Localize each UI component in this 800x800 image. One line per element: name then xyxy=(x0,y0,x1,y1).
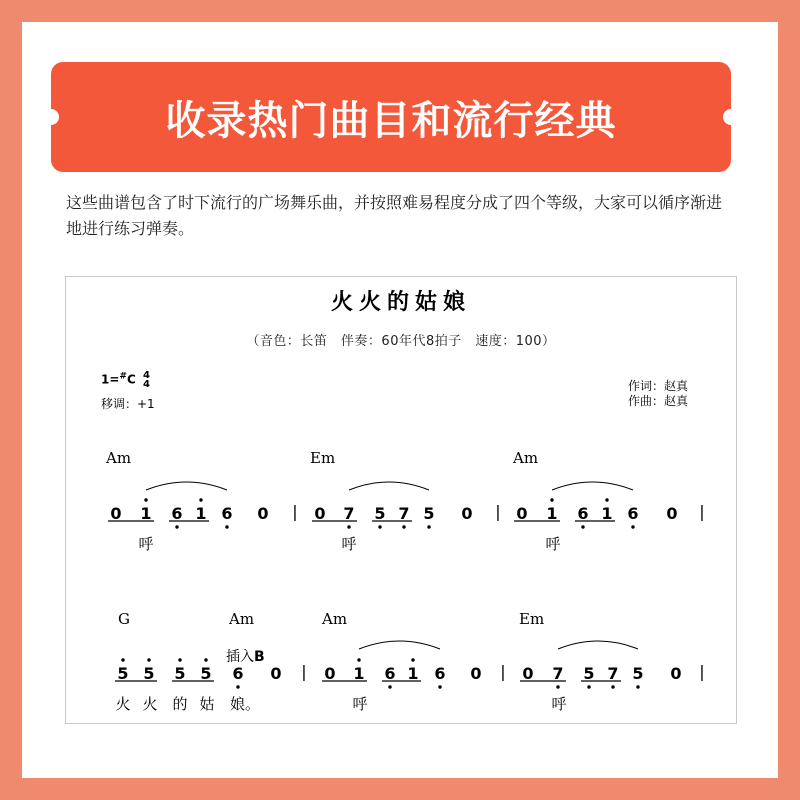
note: 6 xyxy=(627,504,639,523)
note: 5 xyxy=(632,664,644,683)
note: 7 xyxy=(552,664,564,683)
chord-label: Am xyxy=(229,610,255,628)
note: 6 xyxy=(577,504,589,523)
note: 1 xyxy=(407,664,419,683)
banner-notch-right xyxy=(723,109,739,125)
lyric: 火 xyxy=(115,695,131,713)
lyric: 的 xyxy=(172,695,188,713)
octave-dot xyxy=(438,685,441,688)
octave-dot xyxy=(204,658,207,661)
slur-arc xyxy=(552,482,633,490)
note: 0 xyxy=(670,664,682,683)
note: 0 xyxy=(666,504,678,523)
lyric: 火 xyxy=(142,695,158,713)
song-meta: （音色：长笛 伴奏：60年代8拍子 速度：100） xyxy=(246,334,556,349)
note: 5 xyxy=(583,664,595,683)
note: 6 xyxy=(384,664,396,683)
octave-dot xyxy=(587,685,590,688)
note: 6 xyxy=(171,504,183,523)
song-title: 火火的姑娘 xyxy=(330,289,471,315)
note: 0 xyxy=(110,504,122,523)
note: 6 xyxy=(221,504,233,523)
chord-label: Em xyxy=(310,449,336,467)
octave-dot xyxy=(550,498,553,501)
content-card xyxy=(22,22,778,778)
time-top: 4 xyxy=(142,370,150,381)
octave-dot xyxy=(199,498,202,501)
octave-dot xyxy=(225,525,228,528)
note: 0 xyxy=(470,664,482,683)
note: 5 xyxy=(117,664,129,683)
note: 1 xyxy=(546,504,558,523)
note: 1 xyxy=(195,504,207,523)
description-text: 这些曲谱包含了时下流行的广场舞乐曲，并按照难易程度分成了四个等级，大家可以循序渐进地进行练习弹奏。 xyxy=(66,193,723,238)
key-signature xyxy=(101,371,150,389)
lyric: 呼 xyxy=(341,535,357,553)
time-signature xyxy=(143,371,150,389)
note: 6 xyxy=(434,664,446,683)
chord-label: G xyxy=(118,610,130,628)
octave-dot xyxy=(611,685,614,688)
note: 0 xyxy=(257,504,269,523)
credits xyxy=(628,379,688,409)
key-note: C xyxy=(126,372,136,387)
slur-arc xyxy=(359,641,440,649)
note: 7 xyxy=(343,504,355,523)
barline: | xyxy=(500,662,506,681)
lyricist-label: 作词：赵真 xyxy=(628,379,689,393)
octave-dot xyxy=(144,498,147,501)
lyric: 姑 xyxy=(199,695,215,713)
insert-label: 插入 xyxy=(226,649,254,665)
octave-dot xyxy=(636,685,639,688)
slur-arc xyxy=(146,482,227,490)
slur-arc xyxy=(558,641,638,649)
note: 5 xyxy=(174,664,186,683)
octave-dot xyxy=(427,525,430,528)
lyric: 娘。 xyxy=(230,695,261,713)
note: 0 xyxy=(314,504,326,523)
note: 5 xyxy=(143,664,155,683)
lyric: 呼 xyxy=(551,695,567,713)
sheet-music xyxy=(65,276,737,724)
barline: | xyxy=(699,502,705,521)
barline: | xyxy=(301,662,307,681)
slur-arc xyxy=(349,482,429,490)
note: 5 xyxy=(374,504,386,523)
header-banner xyxy=(51,62,731,172)
octave-dot xyxy=(236,685,239,688)
octave-dot xyxy=(631,525,634,528)
octave-dot xyxy=(175,525,178,528)
octave-dot xyxy=(411,658,414,661)
chord-label: Am xyxy=(513,449,539,467)
octave-dot xyxy=(605,498,608,501)
banner-title: 收录热门曲目和流行经典 xyxy=(165,97,617,144)
lyric: 呼 xyxy=(545,535,561,553)
octave-dot xyxy=(178,658,181,661)
octave-dot xyxy=(147,658,150,661)
octave-dot xyxy=(357,658,360,661)
note: 5 xyxy=(423,504,435,523)
note: 0 xyxy=(516,504,528,523)
lyric: 呼 xyxy=(138,535,154,553)
note: 1 xyxy=(140,504,152,523)
note: 0 xyxy=(324,664,336,683)
note: 0 xyxy=(270,664,282,683)
note: 0 xyxy=(522,664,534,683)
insert-marker xyxy=(226,646,265,666)
transpose-label: 移调：+1 xyxy=(101,397,155,411)
note: 7 xyxy=(607,664,619,683)
octave-dot xyxy=(402,525,405,528)
chord-label: Am xyxy=(322,610,348,628)
octave-dot xyxy=(556,685,559,688)
octave-dot xyxy=(388,685,391,688)
barline: | xyxy=(495,502,501,521)
note: 0 xyxy=(461,504,473,523)
time-bottom: 4 xyxy=(142,379,150,390)
chord-label: Em xyxy=(519,610,545,628)
octave-dot xyxy=(378,525,381,528)
octave-dot xyxy=(121,658,124,661)
note: 5 xyxy=(200,664,212,683)
octave-dot xyxy=(347,525,350,528)
chord-label: Am xyxy=(106,449,132,467)
barline: | xyxy=(699,662,705,681)
note: 1 xyxy=(353,664,365,683)
barline: | xyxy=(292,502,298,521)
note: 7 xyxy=(398,504,410,523)
banner-notch-left xyxy=(43,109,59,125)
composer-label: 作曲：赵真 xyxy=(628,394,689,408)
note: 6 xyxy=(232,664,244,683)
note: 1 xyxy=(601,504,613,523)
insert-letter: B xyxy=(254,649,265,665)
octave-dot xyxy=(581,525,584,528)
lyric: 呼 xyxy=(352,695,368,713)
key-sharp: # xyxy=(119,371,127,382)
key-prefix: 1= xyxy=(101,372,120,387)
